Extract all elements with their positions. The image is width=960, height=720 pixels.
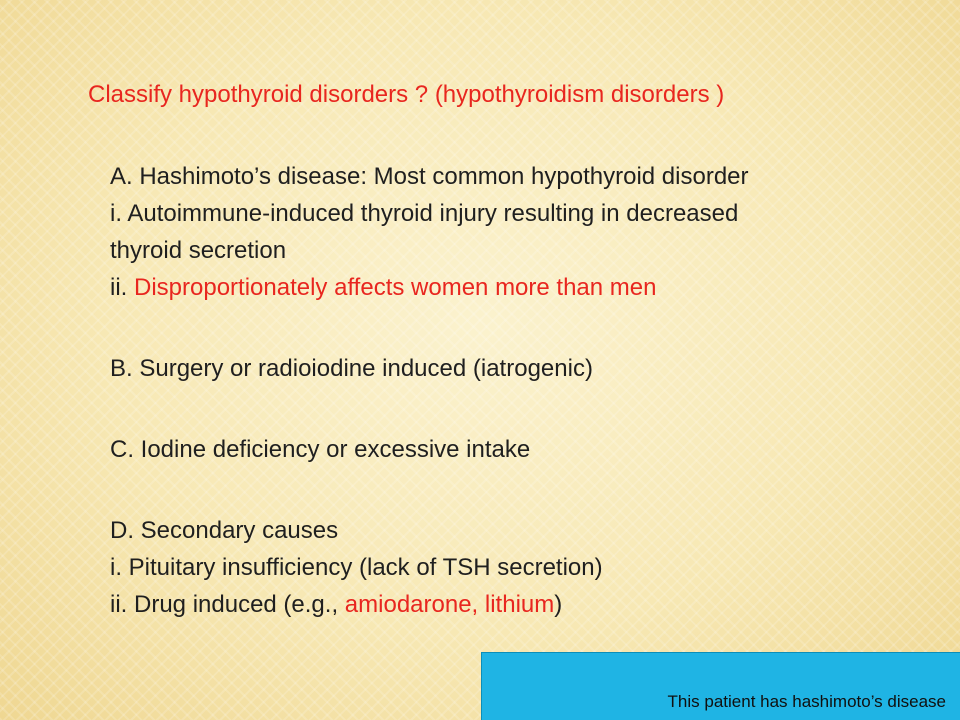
patient-note-text: This patient has hashimoto’s disease bbox=[667, 692, 946, 711]
section-a-item-i-line1: i. Autoimmune-induced thyroid injury resulting in decreased bbox=[110, 200, 739, 227]
section-a-item-ii bbox=[110, 269, 930, 306]
section-a-item-i-line2: thyroid secretion bbox=[110, 237, 287, 264]
section-gap bbox=[110, 387, 930, 431]
section-b-heading: B. Surgery or radioiodine induced (iatrogenic) bbox=[110, 355, 593, 382]
patient-note-box bbox=[481, 652, 960, 720]
section-gap bbox=[110, 306, 930, 350]
section-a-item-ii-highlight: Disproportionately affects women more than men bbox=[134, 274, 657, 301]
slide-title: Classify hypothyroid disorders ? (hypothyroidism disorders ) bbox=[88, 81, 725, 108]
section-d-heading: D. Secondary causes bbox=[110, 517, 339, 544]
section-c-heading: C. Iodine deficiency or excessive intake bbox=[110, 436, 531, 463]
section-d-item-i: i. Pituitary insufficiency (lack of TSH secretion) bbox=[110, 554, 603, 581]
section-gap bbox=[110, 468, 930, 512]
section-a-heading: A. Hashimoto’s disease: Most common hypothyroid disorder bbox=[110, 163, 749, 190]
section-a-item-ii-prefix: ii. bbox=[110, 274, 134, 301]
section-d-item-ii-highlight: amiodarone, lithium bbox=[344, 591, 555, 618]
slide-body bbox=[110, 158, 930, 623]
section-d-item-ii-suffix: ) bbox=[554, 591, 563, 618]
section-d-item-ii-prefix: ii. Drug induced (e.g., bbox=[110, 591, 345, 618]
section-d-item-ii bbox=[110, 586, 930, 623]
